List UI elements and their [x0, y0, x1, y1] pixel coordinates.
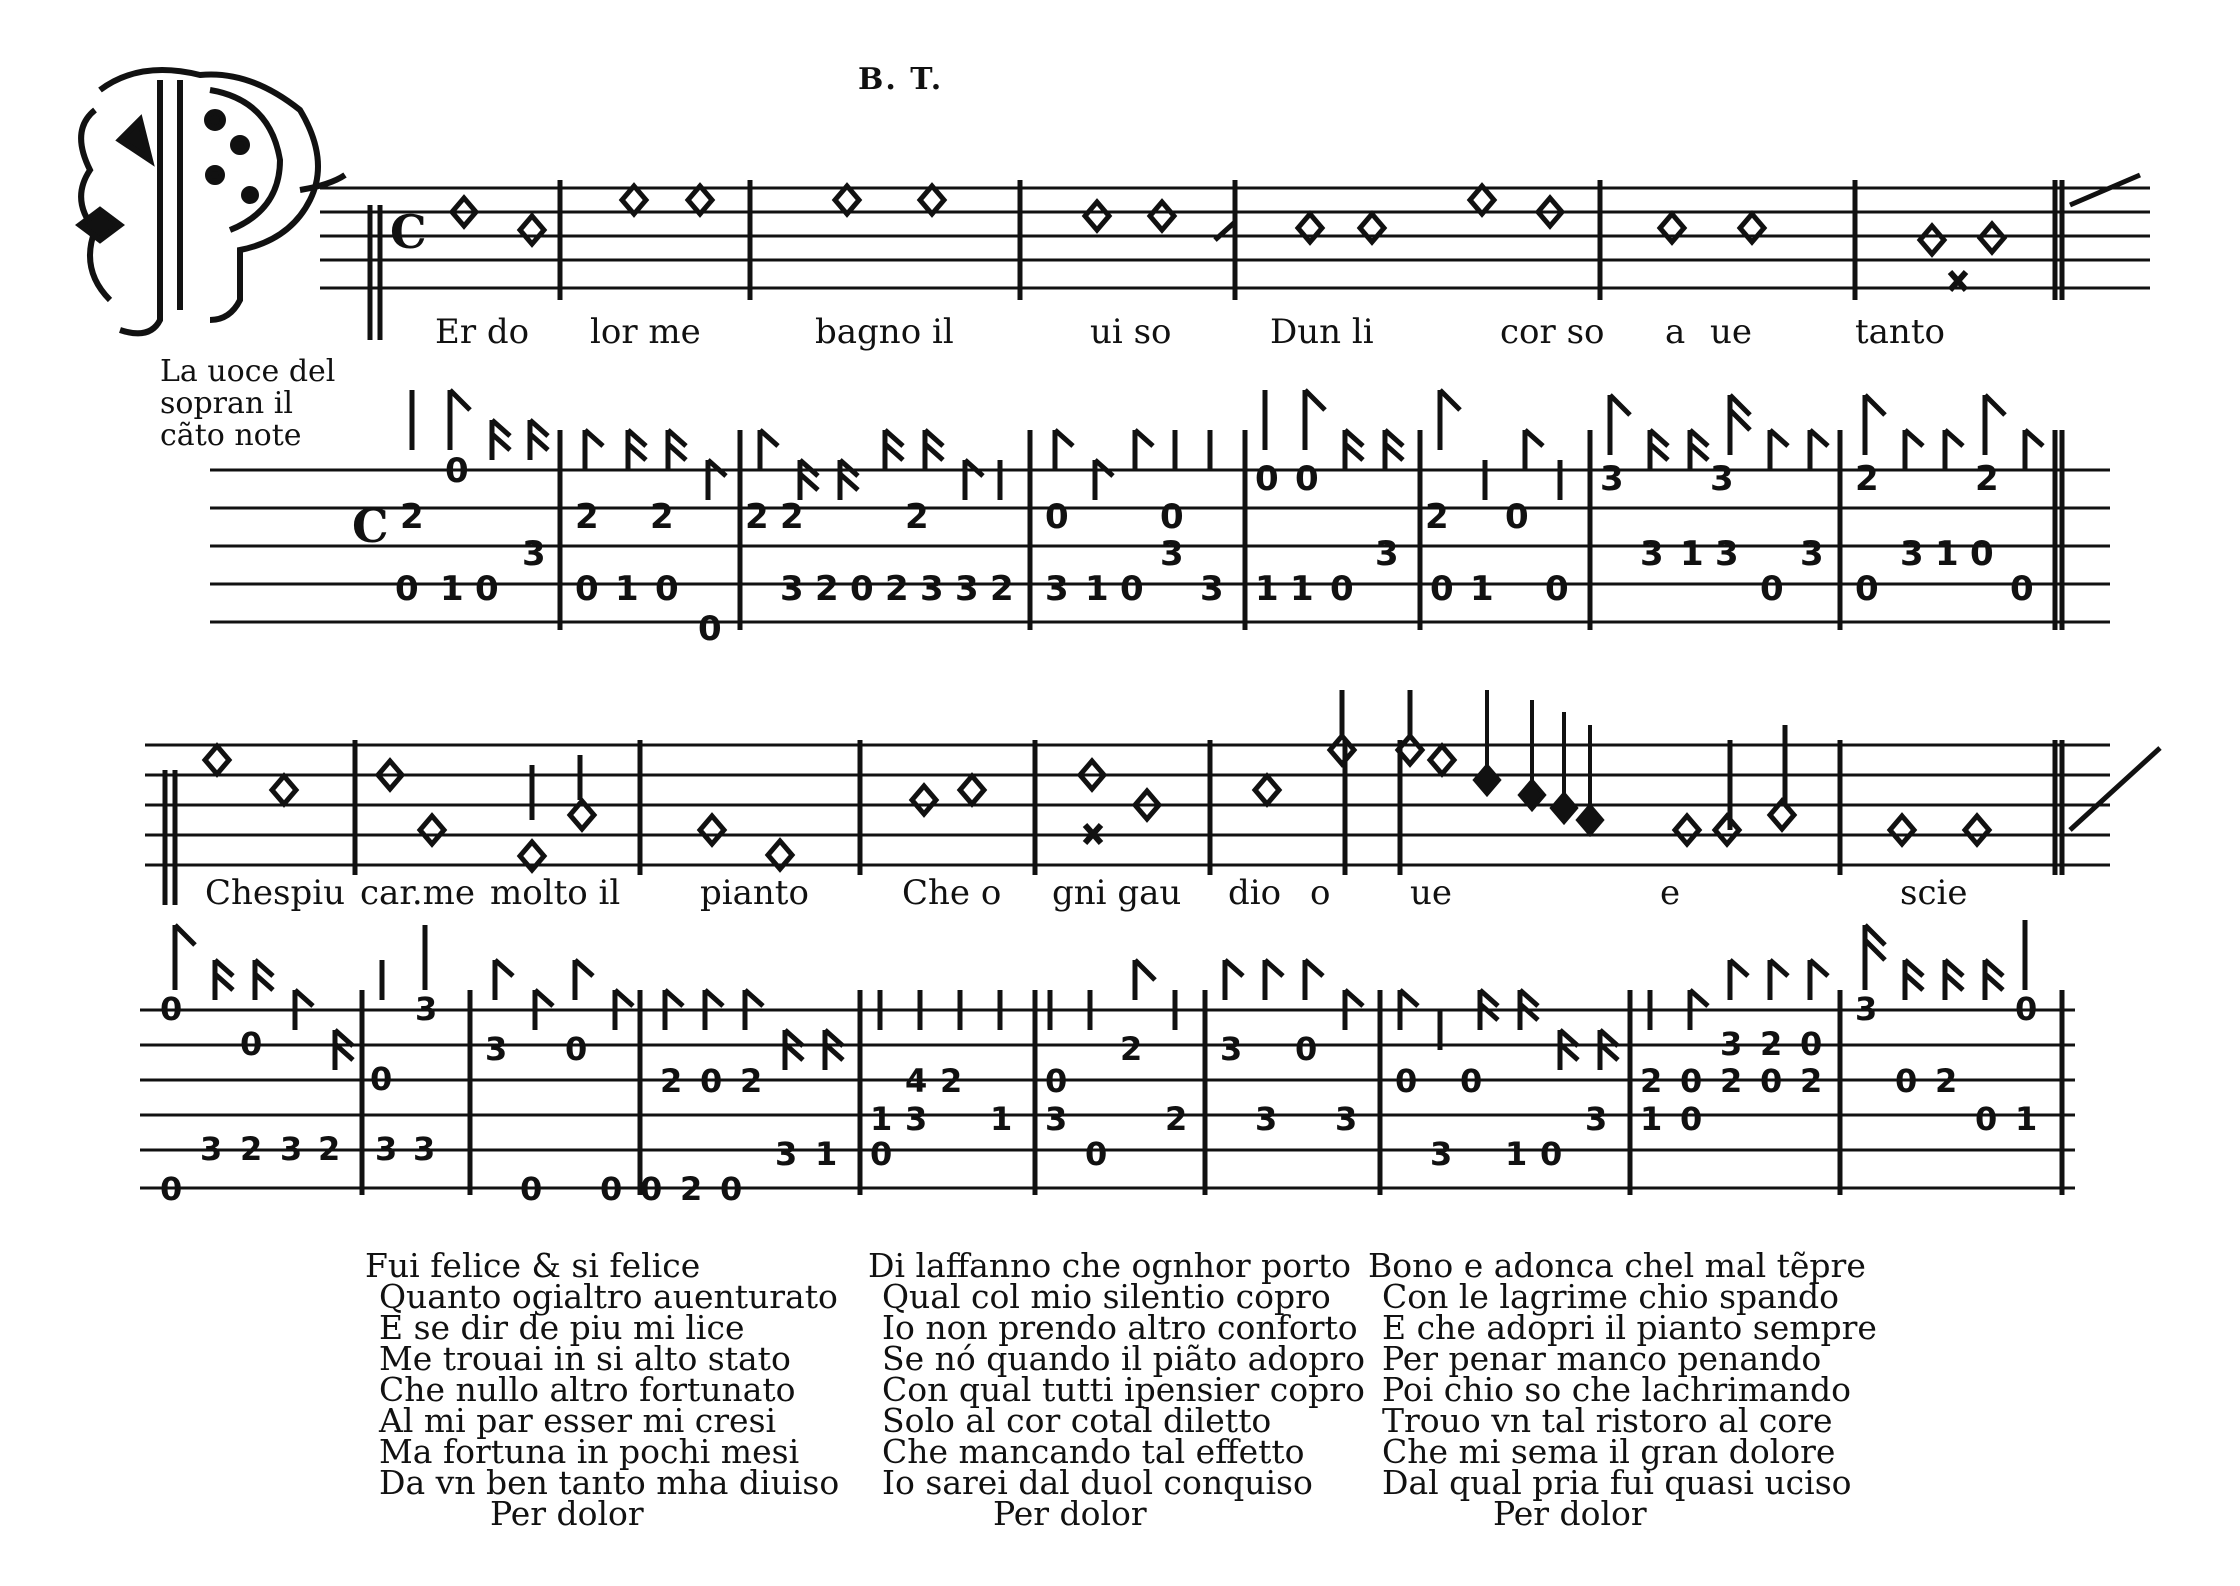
svg-text:1: 1 [1085, 569, 1109, 609]
svg-text:3: 3 [522, 534, 546, 574]
svg-text:0: 0 [1460, 1062, 1483, 1100]
svg-text:3: 3 [1255, 1100, 1278, 1138]
svg-text:0: 0 [1855, 569, 1879, 609]
verse-line: Poi chio so che lachrimando [1382, 1370, 1851, 1409]
lyric-syllable: a [1665, 312, 1686, 352]
svg-text:3: 3 [413, 1130, 436, 1168]
verse-line: Fui felice & si felice [365, 1246, 701, 1285]
verse-line: Qual col mio silentio copro [882, 1277, 1331, 1316]
svg-text:2: 2 [1975, 459, 1999, 499]
svg-text:2: 2 [740, 1062, 763, 1100]
svg-text:0: 0 [1970, 534, 1994, 574]
tab-numbers-2 [160, 990, 2037, 1208]
svg-text:0: 0 [2015, 990, 2038, 1028]
verse-refrain: Per dolor [1493, 1494, 1647, 1533]
svg-text:0: 0 [160, 1170, 183, 1208]
svg-text:0: 0 [160, 990, 183, 1028]
verse-line: Io non prendo altro conforto [882, 1308, 1358, 1347]
svg-text:0: 0 [575, 569, 599, 609]
lyric-syllable: Che o [902, 873, 1002, 913]
lyric-syllable: ui so [1090, 312, 1172, 352]
svg-text:3: 3 [1335, 1100, 1358, 1138]
verse-stanza-2 [868, 1246, 1366, 1533]
svg-text:2: 2 [815, 569, 839, 609]
svg-text:0: 0 [240, 1025, 263, 1063]
svg-text:3: 3 [1900, 534, 1924, 574]
svg-text:3: 3 [1710, 459, 1734, 499]
tablature-label: La uoce del sopran il cãto note [160, 354, 336, 453]
lyric-syllable: e [1660, 873, 1681, 913]
svg-text:0: 0 [1895, 1062, 1918, 1100]
svg-text:2: 2 [1760, 1025, 1783, 1063]
svg-text:2: 2 [240, 1130, 263, 1168]
svg-text:3: 3 [415, 990, 438, 1028]
svg-text:3: 3 [280, 1130, 303, 1168]
verse-line: Per penar manco penando [1382, 1339, 1822, 1378]
tab-mensuration-sign: C [352, 499, 389, 553]
verse-line: Che nullo altro fortunato [379, 1370, 796, 1409]
verse-line: Che mi sema il gran dolore [1382, 1432, 1836, 1471]
svg-text:2: 2 [1800, 1062, 1823, 1100]
rhythm-flags-2 [175, 920, 2025, 1070]
verse-line: Ma fortuna in pochi mesi [379, 1432, 800, 1471]
svg-text:2: 2 [1165, 1100, 1188, 1138]
lyric-syllable: Dun li [1270, 312, 1374, 352]
verse-line: Con qual tutti ipensier copro [882, 1370, 1365, 1409]
svg-text:0: 0 [1255, 459, 1279, 499]
svg-text:0: 0 [1760, 1062, 1783, 1100]
svg-text:0: 0 [1085, 1135, 1108, 1173]
svg-text:0: 0 [600, 1170, 623, 1208]
verse-line: Io sarei dal duol conquiso [882, 1463, 1313, 1502]
svg-text:0: 0 [1295, 1030, 1318, 1068]
lyric-syllable: tanto [1855, 312, 1945, 352]
svg-text:0: 0 [1295, 459, 1319, 499]
svg-text:2: 2 [1935, 1062, 1958, 1100]
svg-text:0: 0 [1680, 1062, 1703, 1100]
ornamental-initial-p [80, 70, 345, 333]
svg-text:3: 3 [1855, 990, 1878, 1028]
svg-text:0: 0 [1395, 1062, 1418, 1100]
verse-line: Con le lagrime chio spando [1382, 1277, 1840, 1316]
svg-text:0: 0 [1800, 1025, 1823, 1063]
svg-text:2: 2 [400, 497, 424, 537]
svg-text:0: 0 [2010, 569, 2034, 609]
svg-text:2: 2 [575, 497, 599, 537]
svg-text:3: 3 [375, 1130, 398, 1168]
lyric-syllable: scie [1900, 873, 1968, 913]
svg-text:3: 3 [780, 569, 804, 609]
verse-line: E che adopri il pianto sempre [1382, 1308, 1877, 1347]
svg-text:1: 1 [615, 569, 639, 609]
lyric-syllable: Er do [435, 312, 530, 352]
lyric-syllable: lor me [590, 312, 701, 352]
svg-text:0: 0 [1160, 497, 1184, 537]
verse-line: Dal qual pria fui quasi uciso [1382, 1463, 1852, 1502]
svg-text:3: 3 [1220, 1030, 1243, 1068]
svg-text:2: 2 [680, 1170, 703, 1208]
svg-text:3: 3 [955, 569, 979, 609]
svg-text:3: 3 [1600, 459, 1624, 499]
svg-text:0: 0 [640, 1170, 663, 1208]
svg-text:3: 3 [920, 569, 944, 609]
svg-text:0: 0 [698, 609, 722, 649]
svg-text:3: 3 [1200, 569, 1224, 609]
mensuration-sign: C [390, 205, 427, 259]
svg-text:3: 3 [200, 1130, 223, 1168]
svg-text:3: 3 [1585, 1100, 1608, 1138]
lyric-syllable: bagno il [815, 312, 954, 352]
svg-text:0: 0 [445, 451, 469, 491]
svg-text:3: 3 [1160, 534, 1184, 574]
svg-text:1: 1 [1470, 569, 1494, 609]
svg-text:2: 2 [940, 1062, 963, 1100]
page-header: B. T. [858, 62, 944, 97]
svg-text:0: 0 [1975, 1100, 1998, 1138]
svg-text:1: 1 [870, 1100, 893, 1138]
svg-text:2: 2 [1425, 497, 1449, 537]
verse-refrain: Per dolor [993, 1494, 1147, 1533]
verse-line: E se dir de piu mi lice [379, 1308, 745, 1347]
verse-stanza-1 [365, 1246, 840, 1533]
svg-text:3: 3 [775, 1135, 798, 1173]
lyric-syllable: o [1310, 873, 1331, 913]
vocal-notes-1 [452, 186, 2004, 290]
lyric-syllable: cor so [1500, 312, 1605, 352]
lyric-syllable: pianto [700, 873, 809, 913]
svg-text:0: 0 [520, 1170, 543, 1208]
svg-text:3: 3 [485, 1030, 508, 1068]
vocal-notes-2 [205, 690, 1989, 870]
verse-line: Me trouai in si alto stato [379, 1339, 791, 1378]
verse-line: Al mi par esser mi cresi [379, 1401, 777, 1440]
svg-text:2: 2 [745, 497, 769, 537]
verse-line: Da vn ben tanto mha diuiso [379, 1463, 840, 1502]
svg-text:2: 2 [1640, 1062, 1663, 1100]
svg-text:0: 0 [870, 1135, 893, 1173]
svg-text:0: 0 [1505, 497, 1529, 537]
svg-text:2: 2 [660, 1062, 683, 1100]
svg-text:2: 2 [1720, 1062, 1743, 1100]
rhythm-flags-1 [412, 390, 2043, 500]
svg-text:3: 3 [1715, 534, 1739, 574]
svg-text:0: 0 [700, 1062, 723, 1100]
svg-text:0: 0 [1330, 569, 1354, 609]
svg-text:1: 1 [1505, 1135, 1528, 1173]
verse-line: Bono e adonca chel mal tẽpre [1368, 1246, 1866, 1285]
svg-text:2: 2 [990, 569, 1014, 609]
svg-text:0: 0 [1680, 1100, 1703, 1138]
verse-line: Quanto ogialtro auenturato [379, 1277, 838, 1316]
svg-text:1: 1 [440, 569, 464, 609]
svg-text:0: 0 [1540, 1135, 1563, 1173]
svg-text:3: 3 [1720, 1025, 1743, 1063]
lyric-syllable: ue [1410, 873, 1453, 913]
svg-text:3: 3 [1640, 534, 1664, 574]
verse-line: Trouo vn tal ristoro al core [1382, 1401, 1833, 1440]
lyric-syllable: car.me [360, 873, 475, 913]
svg-text:0: 0 [395, 569, 419, 609]
lyric-syllable: gni gau [1052, 873, 1182, 913]
svg-text:4: 4 [905, 1062, 928, 1100]
svg-text:0: 0 [1545, 569, 1569, 609]
svg-text:2: 2 [905, 497, 929, 537]
svg-text:1: 1 [1255, 569, 1279, 609]
svg-text:3: 3 [1045, 1100, 1068, 1138]
svg-text:0: 0 [655, 569, 679, 609]
verse-line: Che mancando tal effetto [882, 1432, 1305, 1471]
svg-text:1: 1 [815, 1135, 838, 1173]
verse-refrain: Per dolor [490, 1494, 644, 1533]
svg-text:3: 3 [905, 1100, 928, 1138]
svg-text:0: 0 [475, 569, 499, 609]
svg-text:3: 3 [1800, 534, 1824, 574]
svg-text:0: 0 [1760, 569, 1784, 609]
svg-text:0: 0 [1120, 569, 1144, 609]
svg-text:1: 1 [1680, 534, 1704, 574]
svg-text:2: 2 [780, 497, 804, 537]
svg-text:2: 2 [1855, 459, 1879, 499]
lyric-syllable: dio [1228, 873, 1282, 913]
svg-text:3: 3 [1045, 569, 1069, 609]
svg-text:0: 0 [370, 1060, 393, 1098]
verse-line: Di laffanno che ognhor porto [868, 1246, 1351, 1285]
verse-line: Solo al cor cotal diletto [882, 1401, 1272, 1440]
svg-text:1: 1 [1640, 1100, 1663, 1138]
filled-notes-2 [1475, 690, 1602, 834]
verse-line: Se nó quando il piãto adopro [882, 1339, 1366, 1378]
svg-text:3: 3 [1375, 534, 1399, 574]
svg-text:2: 2 [318, 1130, 341, 1168]
svg-text:0: 0 [1045, 497, 1069, 537]
svg-text:1: 1 [990, 1100, 1013, 1138]
svg-text:3: 3 [1430, 1135, 1453, 1173]
svg-text:0: 0 [1430, 569, 1454, 609]
svg-text:1: 1 [1935, 534, 1959, 574]
svg-text:2: 2 [885, 569, 909, 609]
lyric-syllable: Chespiu [205, 873, 346, 913]
svg-text:0: 0 [850, 569, 874, 609]
lyric-syllable: molto il [490, 873, 621, 913]
svg-text:2: 2 [1120, 1030, 1143, 1068]
lyric-syllable: ue [1710, 312, 1753, 352]
svg-text:0: 0 [720, 1170, 743, 1208]
svg-text:1: 1 [2015, 1100, 2038, 1138]
verse-stanza-3 [1368, 1246, 1877, 1533]
svg-text:0: 0 [1045, 1062, 1068, 1100]
svg-text:1: 1 [1290, 569, 1314, 609]
tab-numbers-1 [395, 451, 2034, 649]
svg-text:2: 2 [650, 497, 674, 537]
svg-text:0: 0 [565, 1030, 588, 1068]
